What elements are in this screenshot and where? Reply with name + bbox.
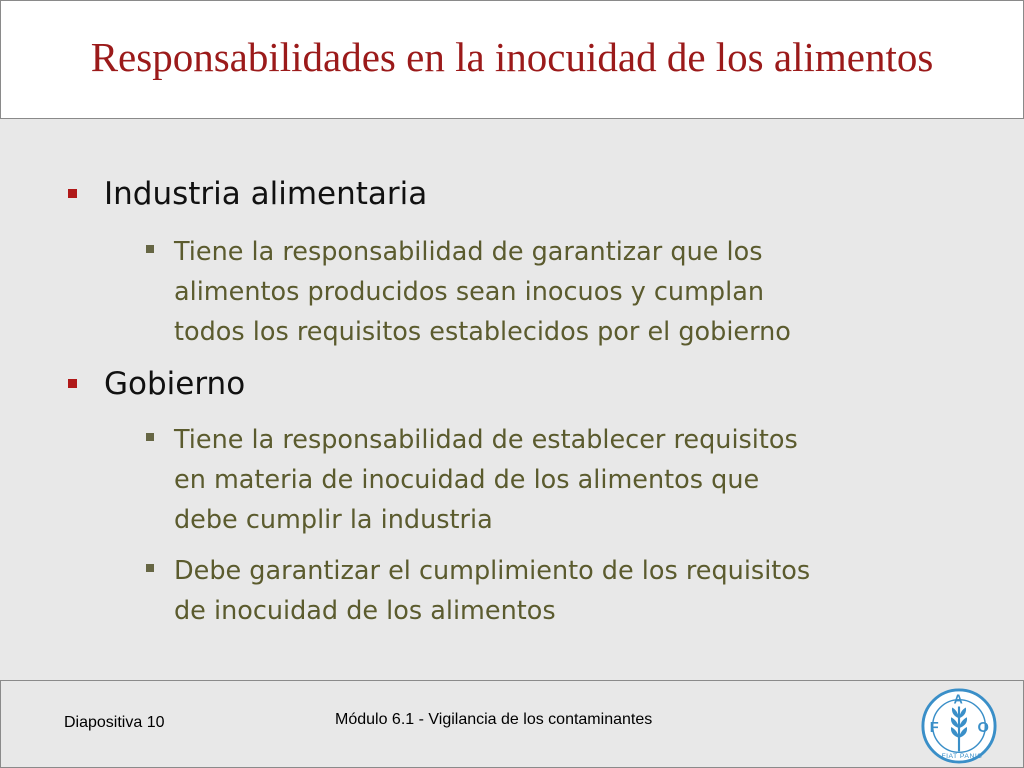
text-line: alimentos producidos sean inocuos y cumplan xyxy=(174,277,764,307)
sub-bullet-text xyxy=(174,551,810,631)
logo-letter: F xyxy=(929,719,939,736)
slide-title: Responsabilidades en la inocuidad de los alimentos xyxy=(90,33,934,80)
sub-bullet xyxy=(146,232,791,352)
text-line: Tiene la responsabilidad de establecer requisitos xyxy=(174,425,798,455)
fao-logo-icon xyxy=(920,687,998,765)
square-bullet-icon xyxy=(68,189,77,198)
title-band xyxy=(0,0,1024,119)
logo-letter: A xyxy=(953,692,963,707)
sub-bullet-text xyxy=(174,232,791,352)
square-bullet-icon xyxy=(146,564,154,572)
slide-number: Diapositiva 10 xyxy=(64,714,165,731)
sub-bullet xyxy=(146,420,798,540)
sub-bullet xyxy=(146,551,810,631)
logo-letter: O xyxy=(977,719,989,736)
logo-motto: FIAT PANIS xyxy=(941,753,983,761)
square-bullet-icon xyxy=(146,245,154,253)
bullet-gobierno xyxy=(68,366,245,402)
slide-footer xyxy=(0,680,1024,768)
text-line: en materia de inocuidad de los alimentos que xyxy=(174,465,760,495)
module-label: Módulo 6.1 - Vigilancia de los contaminantes xyxy=(335,711,653,728)
slide-body xyxy=(0,118,1024,680)
text-line: Debe garantizar el cumplimiento de los requisitos xyxy=(174,556,811,586)
square-bullet-icon xyxy=(68,379,77,388)
text-line: debe cumplir la industria xyxy=(174,505,493,535)
square-bullet-icon xyxy=(146,433,154,441)
bullet-heading: Industria alimentaria xyxy=(104,176,428,212)
bullet-industria xyxy=(68,176,427,212)
text-line: de inocuidad de los alimentos xyxy=(174,596,556,626)
sub-bullet-text xyxy=(174,420,798,540)
text-line: todos los requisitos establecidos por el gobierno xyxy=(174,317,791,347)
text-line: Tiene la responsabilidad de garantizar que los xyxy=(174,237,763,267)
bullet-heading: Gobierno xyxy=(104,366,246,402)
